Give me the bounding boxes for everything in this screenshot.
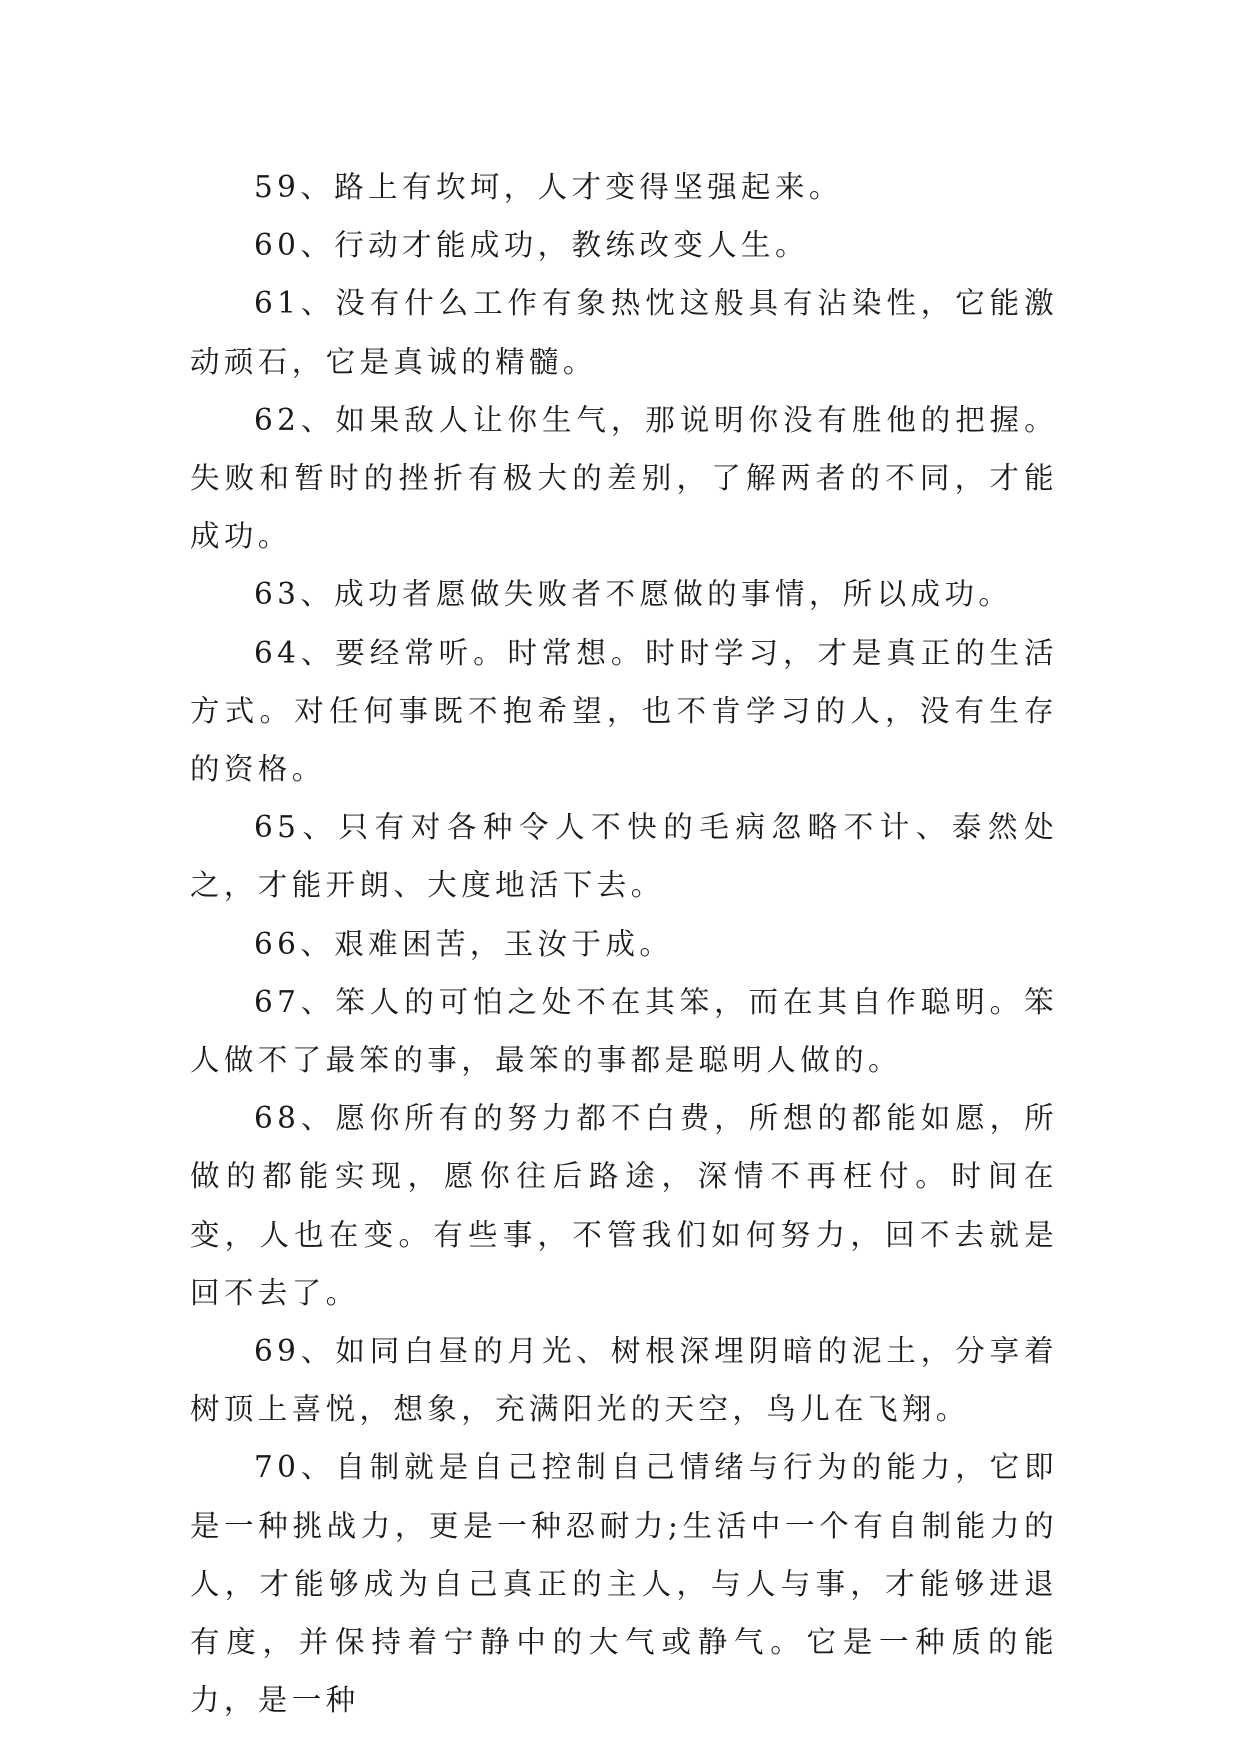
paragraph-63: 63、成功者愿做失败者不愿做的事情，所以成功。 <box>254 577 1013 612</box>
paragraph-67: 67、笨人的可怕之处不在其笨，而在其自作聪明。笨人做不了最笨的事，最笨的事都是聪明人做的。 <box>190 984 1058 1078</box>
paragraph-64: 64、要经常听。时常想。时时学习，才是真正的生活方式。对任何事既不抱希望，也不肯学习的人，没有生存的资格。 <box>190 635 1058 787</box>
paragraph-68: 68、愿你所有的努力都不白费，所想的都能如愿，所做的都能实现，愿你往后路途，深情不再枉付。时间在变，人也在变。有些事，不管我们如何努力，回不去就是回不去了。 <box>190 1101 1058 1310</box>
paragraph-60: 60、行动才能成功，教练改变人生。 <box>254 228 809 263</box>
paragraph-70: 70、自制就是自己控制自己情绪与行为的能力，它即是一种挑战力，更是一种忍耐力;生活中一个有自制能力的人，才能够成为自己真正的主人，与人与事，才能够进退有度，并保持着宁静中的大气或静气。它是一种质的能力，是一种 <box>190 1450 1058 1718</box>
paragraph-62: 62、如果敌人让你生气，那说明你没有胜他的把握。失败和暂时的挫折有极大的差别，了解两者的不同，才能成功。 <box>190 402 1058 554</box>
document-page <box>190 158 1058 1729</box>
paragraph-66: 66、艰难困苦，玉汝于成。 <box>254 926 674 961</box>
paragraph-61: 61、没有什么工作有象热忱这般具有沾染性，它能激动顽石，它是真诚的精髓。 <box>190 286 1058 379</box>
paragraph-59: 59、路上有坎坷，人才变得坚强起来。 <box>254 170 843 204</box>
paragraph-69: 69、如同白昼的月光、树根深埋阴暗的泥土，分享着树顶上喜悦，想象，充满阳光的天空，鸟儿在飞翔。 <box>190 1334 1058 1427</box>
paragraph-65: 65、只有对各种令人不快的毛病忽略不计、泰然处之，才能开朗、大度地活下去。 <box>190 810 1058 903</box>
